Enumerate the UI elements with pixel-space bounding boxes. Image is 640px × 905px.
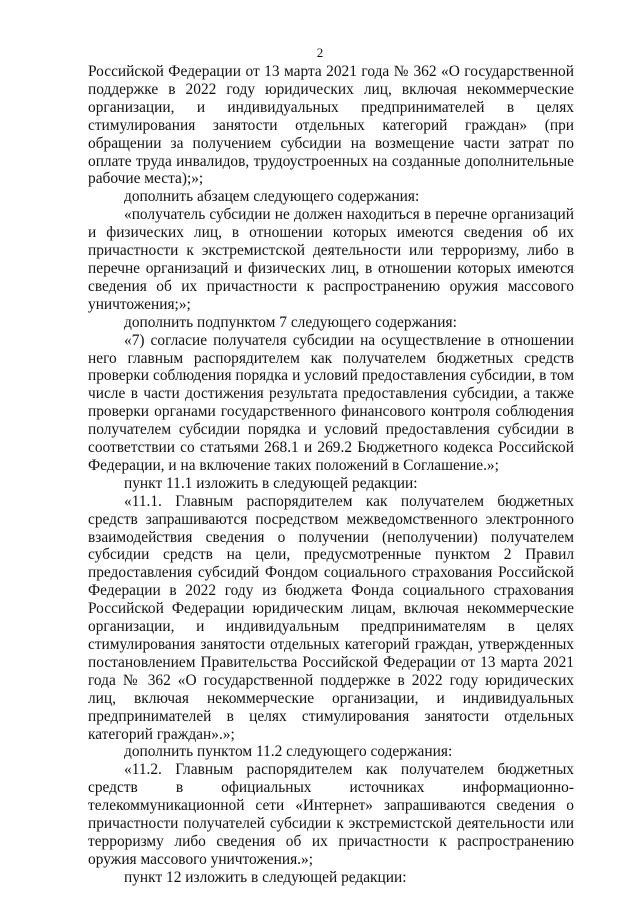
- paragraph-instruction: пункт 12 изложить в следующей редакции:: [124, 868, 407, 886]
- paragraph-instruction: пункт 11.1 изложить в следующей редакции:: [124, 474, 418, 492]
- paragraph-instruction: дополнить абзацем следующего содержания:: [124, 188, 420, 206]
- paragraph-quoted-text: «11.2. Главным распорядителем как получателем бюджетных средств в официальных источниках информационно-телекоммуникационной сети «Интернет» запрашиваются сведения о причастности получателей субсидии к экстремистской деятельности или терроризму либо сведения об их причастности к распространению оружия массового уничтожения.»;: [88, 761, 574, 868]
- page-number: 2: [316, 45, 324, 60]
- paragraph-quoted-text: «7) согласие получателя субсидии на осуществление в отношении него главным распорядителем как получателем бюджетных средств проверки соблюдения порядка и условий предоставления субсидии, в том числе в части достижения результата предоставления субсидии, а также проверки органами государственного финансового контроля соблюдения получателем субсидии порядка и условий предоставления субсидии в соответствии со статьями 268.1 и 269.2 Бюджетного кодекса Российской Федерации, и на включение таких положений в Соглашение.»;: [88, 331, 574, 474]
- paragraph-instruction: дополнить пунктом 11.2 следующего содержания:: [124, 743, 453, 761]
- paragraph-quoted-text: «11.1. Главным распорядителем как получателем бюджетных средств запрашиваются посредством межведомственного электронного взаимодействия сведения о получении (неполучении) получателем субсидии средств на цели, предусмотренные пунктом 2 Правил предоставления субсидий Фондом социального страхования Российской Федерации в 2022 году из бюджета Фонда социального страхования Российской Федерации юридическим лицам, включая некоммерческие организации, и индивидуальным предпринимателям в целях стимулирования занятости отдельных категорий граждан, утвержденных постановлением Правительства Российской Федерации от 13 марта 2021 года № 362 «О государственной поддержке в 2022 году юридических лиц, включая некоммерческие организации, и индивидуальных предпринимателей в целях стимулирования занятости отдельных категорий граждан».»;: [88, 492, 574, 743]
- paragraph-continuation: Российской Федерации от 13 марта 2021 года № 362 «О государственной поддержке в 2022 году юридических лиц, включая некоммерческие организации, и индивидуальных предпринимателей в целях стимулирования занятости отдельных категорий граждан» (при обращении за получением субсидии на возмещение части затрат по оплате труда инвалидов, трудоустроенных на созданные дополнительные рабочие места);»;: [88, 63, 574, 188]
- paragraph-quoted-text: «получатель субсидии не должен находиться в перечне организаций и физических лиц, в отношении которых имеются сведения об их причастности к экстремистской деятельности или терроризму, либо в перечне организаций и физических лиц, в отношении которых имеются сведения об их причастности к распространению оружия массового уничтожения;»;: [88, 206, 574, 313]
- paragraph-instruction: дополнить подпунктом 7 следующего содержания:: [124, 313, 457, 331]
- document-body: [88, 63, 574, 887]
